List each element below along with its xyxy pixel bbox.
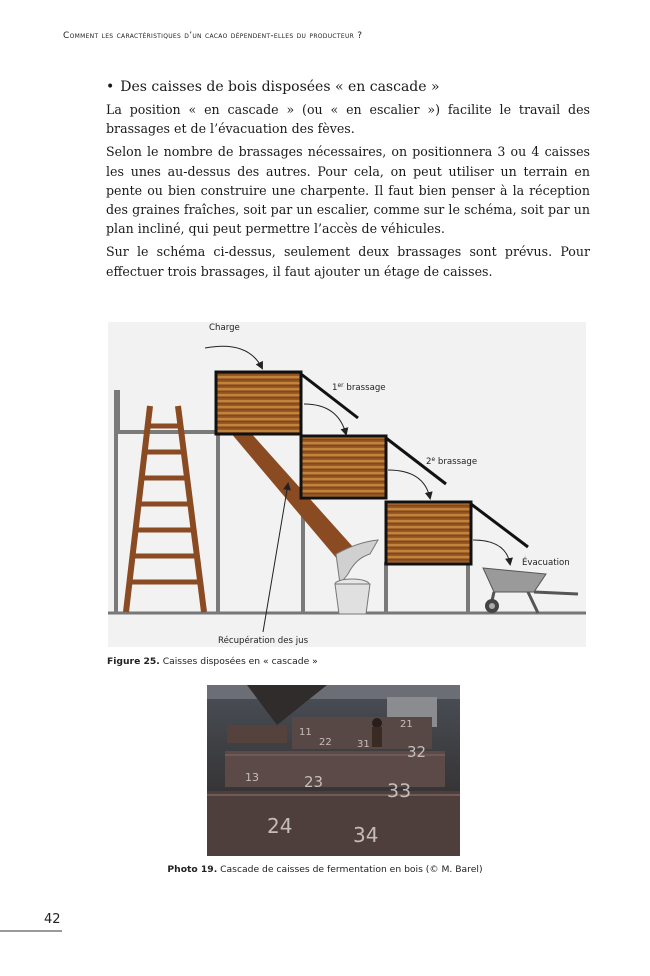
paragraph-3: Sur le schéma ci-dessus, seulement deux brassages sont prévus. Pour effectuer trois brassages, il faut ajouter un étage de caisses.: [106, 244, 590, 279]
page-number-rule: [0, 930, 62, 932]
box-number: 21: [400, 719, 413, 730]
arrow-brassage-1: [304, 404, 346, 434]
box-number: 13: [245, 771, 259, 784]
crate-row: [227, 725, 287, 743]
running-header: Comment les caractéristiques d’un cacao dépendent-elles du producteur ?: [63, 31, 363, 41]
box-number: 34: [353, 823, 379, 847]
label-evacuation: Évacuation: [522, 558, 570, 568]
label-brassage-1: 1er brassage: [332, 382, 386, 393]
arrow-recuperation: [263, 484, 288, 632]
figure-caption: [107, 656, 318, 667]
box-number: 22: [319, 737, 332, 748]
bullet-heading: [106, 79, 590, 95]
box-number: 32: [407, 743, 427, 761]
cascade-diagram: [108, 322, 586, 647]
bullet-icon: •: [106, 79, 115, 95]
crate-row: [207, 791, 460, 856]
photo-caption: [0, 864, 650, 875]
crate-level-2: [301, 436, 386, 498]
arrow-charge: [205, 346, 262, 368]
arrow-evacuation: [473, 540, 510, 564]
label-brassage-2: 2e brassage: [426, 456, 478, 467]
ladder-icon: [126, 406, 204, 612]
label-charge: Charge: [209, 323, 240, 333]
photo-caption-text: Cascade de caisses de fermentation en bois (© M. Barel): [217, 864, 483, 875]
crate-level-1: [216, 372, 301, 434]
box-number: 24: [267, 814, 293, 838]
figure-caption-label: Figure 25.: [107, 656, 160, 667]
label-recuperation: Récupération des jus: [218, 636, 309, 646]
arrow-brassage-2: [388, 470, 430, 498]
bucket-icon: [335, 540, 378, 614]
paragraph-1: La position « en cascade » (ou « en escalier ») facilite le travail des brassages et de l’évacuation des fèves.: [106, 102, 590, 137]
wheelbarrow-icon: [483, 568, 578, 613]
figure-caption-text: Caisses disposées en « cascade »: [159, 656, 318, 667]
crate-lid: [301, 374, 358, 418]
text-section: [106, 79, 590, 285]
fermentation-photo: [207, 685, 460, 856]
page-number: 42: [44, 912, 61, 927]
box-number: 33: [387, 780, 412, 802]
photo-caption-label: Photo 19.: [167, 864, 218, 875]
cascade-diagram-svg: [108, 322, 586, 647]
box-number: 11: [299, 727, 312, 738]
box-number: 23: [304, 773, 324, 791]
paragraph-2: Selon le nombre de brassages nécessaires, on positionnera 3 ou 4 caisses les unes au-dessus des autres. Pour cela, on peut utiliser un terrain en pente ou bien construire une charpente. Il faut bien penser à la réception des graines fraîches, soit par un escalier, comme sur le schéma, soit par un plan incliné, qui peut permettre l’accès de véhicules.: [106, 144, 590, 237]
box-number: 31: [357, 739, 370, 750]
crate-level-3: [386, 502, 471, 564]
bullet-heading-text: Des caisses de bois disposées « en cascade »: [120, 79, 440, 95]
fermentation-photo-svg: [207, 685, 460, 856]
